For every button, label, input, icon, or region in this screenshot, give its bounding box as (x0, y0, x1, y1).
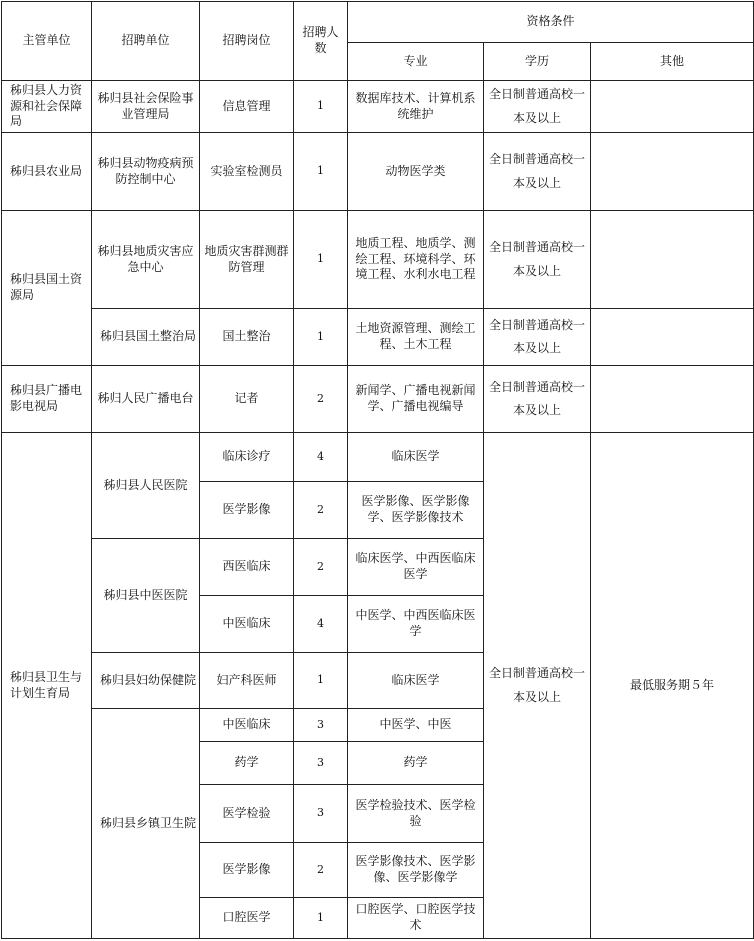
post-cell: 口腔医学 (200, 898, 294, 939)
post-cell: 医学影像 (200, 482, 294, 539)
count-cell: 1 (294, 81, 348, 133)
post-cell: 医学影像 (200, 843, 294, 898)
education-cell: 全日制普通高校一本及以上 (484, 133, 591, 211)
major-cell: 中医学、中医 (348, 709, 484, 742)
unit-cell: 秭归县人民医院 (92, 433, 200, 539)
post-cell: 西医临床 (200, 539, 294, 596)
major-cell: 药学 (348, 742, 484, 785)
education-cell: 全日制普通高校一本及以上 (484, 309, 591, 366)
unit-cell: 秭归县地质灾害应急中心 (92, 211, 200, 309)
major-cell: 临床医学 (348, 653, 484, 709)
post-cell: 国土整治 (200, 309, 294, 366)
recruitment-table (1, 1, 754, 939)
dept-cell: 秭归县人力资源和社会保障局 (2, 81, 92, 133)
count-cell: 1 (294, 653, 348, 709)
header-post: 招聘岗位 (200, 2, 294, 81)
major-cell: 口腔医学、口腔医学技术 (348, 898, 484, 939)
major-cell: 医学检验技术、医学检验 (348, 785, 484, 843)
post-cell: 实验室检测员 (200, 133, 294, 211)
count-cell: 2 (294, 539, 348, 596)
major-cell: 中医学、中西医临床医学 (348, 596, 484, 653)
major-cell: 临床医学 (348, 433, 484, 482)
unit-cell: 秭归县妇幼保健院 (92, 653, 200, 709)
count-cell: 2 (294, 843, 348, 898)
unit-cell: 秭归县国土整治局 (92, 309, 200, 366)
table-row (2, 81, 754, 133)
post-cell: 中医临床 (200, 709, 294, 742)
count-cell: 1 (294, 133, 348, 211)
header-unit: 招聘单位 (92, 2, 200, 81)
education-cell: 全日制普通高校一本及以上 (484, 81, 591, 133)
unit-cell: 秭归县乡镇卫生院 (92, 709, 200, 939)
table-row (2, 133, 754, 211)
table-row (2, 433, 754, 482)
count-cell: 1 (294, 211, 348, 309)
post-cell: 临床诊疗 (200, 433, 294, 482)
major-cell: 临床医学、中西医临床医学 (348, 539, 484, 596)
post-cell: 妇产科医师 (200, 653, 294, 709)
post-cell: 信息管理 (200, 81, 294, 133)
other-cell (591, 211, 754, 309)
header-other: 其他 (591, 43, 754, 81)
count-cell: 3 (294, 709, 348, 742)
major-cell: 数据库技术、计算机系统维护 (348, 81, 484, 133)
other-cell (591, 81, 754, 133)
education-cell: 全日制普通高校一本及以上 (484, 211, 591, 309)
post-cell: 地质灾害群测群防管理 (200, 211, 294, 309)
major-cell: 土地资源管理、测绘工程、土木工程 (348, 309, 484, 366)
post-cell: 中医临床 (200, 596, 294, 653)
header-dept: 主管单位 (2, 2, 92, 81)
unit-cell: 秭归县社会保险事业管理局 (92, 81, 200, 133)
dept-cell: 秭归县卫生与计划生育局 (2, 433, 92, 939)
count-cell: 4 (294, 596, 348, 653)
dept-cell: 秭归县广播电影电视局 (2, 366, 92, 433)
count-cell: 4 (294, 433, 348, 482)
unit-cell: 秭归人民广播电台 (92, 366, 200, 433)
header-qualifications: 资格条件 (348, 2, 754, 43)
unit-cell: 秭归县动物疫病预防控制中心 (92, 133, 200, 211)
major-cell: 地质工程、地质学、测绘工程、环境科学、环境工程、水利水电工程 (348, 211, 484, 309)
header-major: 专业 (348, 43, 484, 81)
header-count: 招聘人数 (294, 2, 348, 81)
major-cell: 医学影像、医学影像学、医学影像技术 (348, 482, 484, 539)
header-education: 学历 (484, 43, 591, 81)
table-row (2, 309, 754, 366)
other-cell (591, 133, 754, 211)
major-cell: 医学影像技术、医学影像、医学影像学 (348, 843, 484, 898)
count-cell: 1 (294, 898, 348, 939)
count-cell: 2 (294, 366, 348, 433)
major-cell: 动物医学类 (348, 133, 484, 211)
major-cell: 新闻学、广播电视新闻学、广播电视编导 (348, 366, 484, 433)
education-cell: 全日制普通高校一本及以上 (484, 433, 591, 939)
dept-cell: 秭归县国土资源局 (2, 211, 92, 366)
table-row (2, 211, 754, 309)
other-cell (591, 366, 754, 433)
post-cell: 记者 (200, 366, 294, 433)
other-cell: 最低服务期５年 (591, 433, 754, 939)
count-cell: 1 (294, 309, 348, 366)
table-row (2, 366, 754, 433)
unit-cell: 秭归县中医医院 (92, 539, 200, 653)
other-cell (591, 309, 754, 366)
count-cell: 3 (294, 785, 348, 843)
count-cell: 3 (294, 742, 348, 785)
education-cell: 全日制普通高校一本及以上 (484, 366, 591, 433)
post-cell: 医学检验 (200, 785, 294, 843)
dept-cell: 秭归县农业局 (2, 133, 92, 211)
post-cell: 药学 (200, 742, 294, 785)
count-cell: 2 (294, 482, 348, 539)
